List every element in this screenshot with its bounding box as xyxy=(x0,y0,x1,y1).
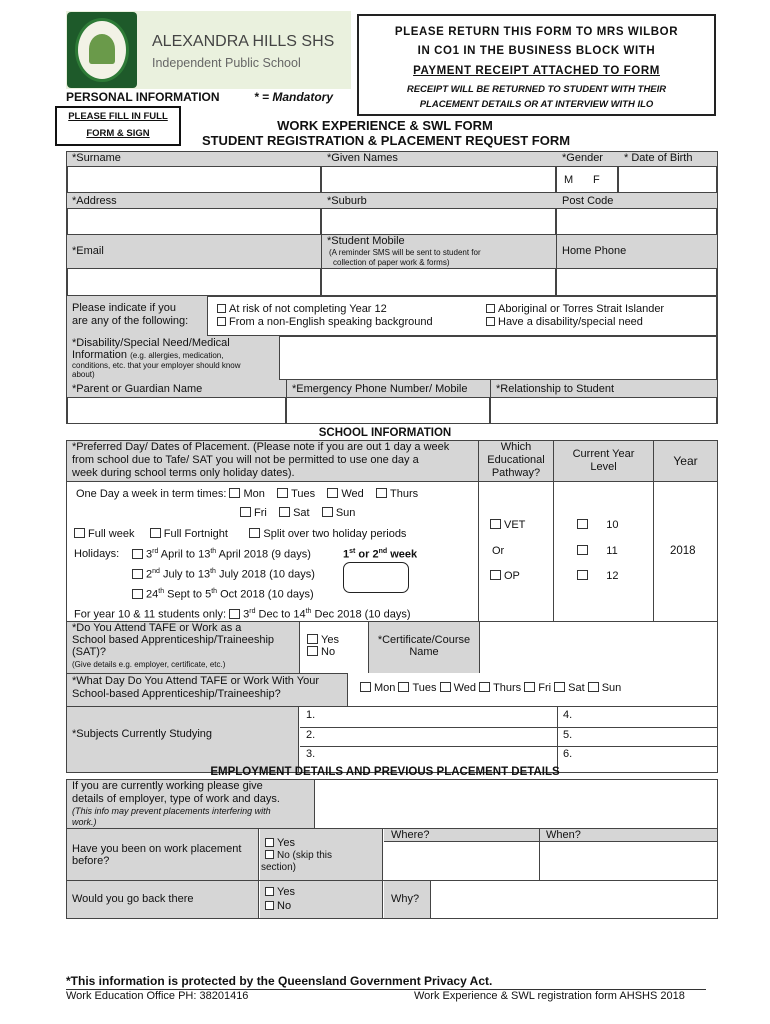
privacy-notice: *This information is protected by the Queensland Government Privacy Act. xyxy=(66,974,493,988)
pathway-or: Or xyxy=(492,545,505,557)
pathway-vet[interactable]: VET xyxy=(490,519,525,532)
parent-field[interactable] xyxy=(67,397,286,424)
mandatory-note: * = Mandatory xyxy=(254,90,334,104)
checkbox-icon[interactable] xyxy=(265,850,274,859)
go-back-label: Would you go back there xyxy=(72,893,194,905)
holidays-label: Holidays: xyxy=(74,548,120,560)
checkbox-icon[interactable] xyxy=(588,682,599,692)
option-at-risk[interactable]: At risk of not completing Year 12 xyxy=(217,303,387,316)
checkbox-icon[interactable] xyxy=(479,682,490,692)
school-subtitle: Independent Public School xyxy=(152,56,301,70)
where-field[interactable] xyxy=(384,843,539,880)
disability-label-3: conditions, etc. that your employer should know xyxy=(72,361,241,370)
subjects-label: *Subjects Currently Studying xyxy=(72,728,213,740)
indicate-options xyxy=(207,296,717,336)
given-names-field[interactable] xyxy=(321,166,556,193)
placement-no-note: section) xyxy=(261,862,297,873)
checkbox-icon[interactable] xyxy=(265,838,274,847)
fill-in-full-box xyxy=(55,106,181,146)
checkbox-icon[interactable] xyxy=(577,519,588,529)
emergency-label: *Emergency Phone Number/ Mobile xyxy=(292,383,468,395)
mobile-label: *Student Mobile xyxy=(327,235,405,247)
whatday-options: Mon Tues Wed Thurs Fri Sat Sun xyxy=(360,682,621,695)
tafe-label-2: School based Apprenticeship/Traineeship xyxy=(72,634,275,646)
subject-5[interactable]: 5. xyxy=(563,729,573,741)
form-title: WORK EXPERIENCE & SWL FORM xyxy=(277,118,493,133)
subject-3[interactable]: 3. xyxy=(306,748,316,760)
subject-2[interactable]: 2. xyxy=(306,729,316,741)
indicate-label-2: are any of the following: xyxy=(72,315,189,327)
mobile-note-2: collection of paper work & forms) xyxy=(333,258,450,267)
pathway-header-3: Pathway? xyxy=(491,467,541,479)
checkbox-icon[interactable] xyxy=(229,488,240,498)
return-line-3: PAYMENT RECEIPT ATTACHED TO FORM xyxy=(413,65,660,77)
emergency-field[interactable] xyxy=(286,397,490,424)
relationship-field[interactable] xyxy=(490,397,717,424)
why-label: Why? xyxy=(391,893,420,905)
checkbox-icon[interactable] xyxy=(524,682,535,692)
disability-label-4: about) xyxy=(72,370,95,379)
checkbox-icon[interactable] xyxy=(486,304,495,313)
year-10-11-option[interactable]: For year 10 & 11 students only: 3rd Dec to 14th Dec 2018 (10 days) xyxy=(74,608,411,621)
checkbox-icon[interactable] xyxy=(265,887,274,896)
gender-f[interactable]: F xyxy=(593,174,600,186)
current-year-header-2: Level xyxy=(590,461,617,473)
surname-label: *Surname xyxy=(72,152,121,164)
first-second-week-label: 1st or 2nd week xyxy=(343,548,418,561)
when-label: When? xyxy=(546,829,581,841)
suburb-field[interactable] xyxy=(321,208,556,235)
office-phone: Work Education Office PH: 38201416 xyxy=(66,990,249,1002)
relationship-label: *Relationship to Student xyxy=(496,383,615,395)
gender-field[interactable] xyxy=(556,166,618,193)
return-line-2: IN CO1 IN THE BUSINESS BLOCK WITH xyxy=(417,45,656,57)
tafe-label-4: (Give details e.g. employer, certificate, etc.) xyxy=(72,660,226,669)
email-label: *Email xyxy=(72,245,104,257)
checkbox-icon[interactable] xyxy=(307,646,318,656)
checkbox-icon[interactable] xyxy=(150,528,161,538)
when-field[interactable] xyxy=(540,843,717,880)
whatday-label-2: School-based Apprenticeship/Traineeship? xyxy=(72,688,281,700)
checkbox-icon[interactable] xyxy=(229,609,240,619)
checkbox-icon[interactable] xyxy=(249,528,260,538)
why-field[interactable] xyxy=(432,881,717,918)
home-phone-field[interactable] xyxy=(556,268,717,296)
school-info-heading: SCHOOL INFORMATION xyxy=(318,427,452,439)
form-subtitle: STUDENT REGISTRATION & PLACEMENT REQUEST FORM xyxy=(201,133,571,148)
pref-line-2: from school due to Tafe/ SAT you will not be permitted to use one day a xyxy=(72,454,419,466)
checkbox-icon[interactable] xyxy=(217,317,226,326)
gender-label: *Gender xyxy=(562,152,603,164)
return-instructions-box xyxy=(357,14,716,116)
whatday-label-1: *What Day Do You Attend TAFE or Work With Your xyxy=(72,675,320,687)
fill-line-1: PLEASE FILL IN FULL xyxy=(68,111,168,122)
go-back-no[interactable]: No xyxy=(265,900,291,913)
current-work-field[interactable] xyxy=(315,780,717,828)
checkbox-icon[interactable] xyxy=(398,682,409,692)
school-name: ALEXANDRA HILLS SHS xyxy=(152,33,335,50)
surname-field[interactable] xyxy=(67,166,321,193)
option-disability[interactable]: Have a disability/special need xyxy=(486,316,643,329)
mobile-note-1: (A reminder SMS will be sent to student for xyxy=(329,248,481,257)
pref-line-3: week during school terms only holiday dates). xyxy=(72,467,295,479)
home-phone-label: Home Phone xyxy=(562,245,627,257)
indicate-label-1: Please indicate if you xyxy=(72,302,176,314)
option-non-english[interactable]: From a non-English speaking background xyxy=(217,316,433,329)
checkbox-icon[interactable] xyxy=(327,488,338,498)
week-choice-field[interactable] xyxy=(343,562,409,593)
level-12[interactable]: 12 xyxy=(577,570,619,583)
email-field[interactable] xyxy=(67,268,321,296)
address-field[interactable] xyxy=(67,208,321,235)
postcode-field[interactable] xyxy=(556,208,717,235)
cert-field[interactable] xyxy=(480,621,717,673)
checkbox-icon[interactable] xyxy=(360,682,371,692)
checkbox-icon[interactable] xyxy=(486,317,495,326)
checkbox-icon[interactable] xyxy=(490,570,501,580)
pref-line-1: *Preferred Day/ Dates of Placement. (Please note if you are out 1 day a week xyxy=(72,441,450,453)
checkbox-icon[interactable] xyxy=(279,507,290,517)
checkbox-icon[interactable] xyxy=(132,549,143,559)
checkbox-icon[interactable] xyxy=(322,507,333,517)
checkbox-icon[interactable] xyxy=(132,589,143,599)
checkbox-icon[interactable] xyxy=(132,569,143,579)
placement-no[interactable]: No (skip this xyxy=(265,850,332,862)
holiday-option-1[interactable]: 3rd April to 13th April 2018 (9 days) xyxy=(132,548,311,561)
return-line-1: PLEASE RETURN THIS FORM TO MRS WILBOR xyxy=(394,26,679,38)
checkbox-icon[interactable] xyxy=(277,488,288,498)
current-work-3: (This info may prevent placements interfering with xyxy=(72,806,271,816)
tafe-yes[interactable]: Yes xyxy=(307,634,339,647)
checkbox-icon[interactable] xyxy=(577,570,588,580)
level-10[interactable]: 10 xyxy=(577,519,619,532)
period-row: Full week Full Fortnight Split over two holiday periods xyxy=(74,528,406,541)
been-on-placement-1: Have you been on work placement xyxy=(72,843,242,855)
address-label: *Address xyxy=(72,195,117,207)
current-year-header-1: Current Year xyxy=(572,448,635,460)
level-11[interactable]: 11 xyxy=(577,545,618,558)
dob-label: * Date of Birth xyxy=(624,152,693,164)
disability-field[interactable] xyxy=(279,336,717,380)
checkbox-icon[interactable] xyxy=(577,545,588,555)
subject-4[interactable]: 4. xyxy=(563,709,573,721)
postcode-label: Post Code xyxy=(562,195,614,207)
checkbox-icon[interactable] xyxy=(307,634,318,644)
weekend-row: Fri Sat Sun xyxy=(240,507,355,520)
holiday-option-2[interactable]: 2nd July to 13th July 2018 (10 days) xyxy=(132,568,315,581)
pathway-header-2: Educational xyxy=(487,454,545,466)
option-aboriginal[interactable]: Aboriginal or Torres Strait Islander xyxy=(486,303,664,316)
receipt-line-2: PLACEMENT DETAILS OR AT INTERVIEW WITH ILO xyxy=(419,99,654,110)
checkbox-icon[interactable] xyxy=(490,519,501,529)
go-back-yes[interactable]: Yes xyxy=(265,886,295,899)
year-value: 2018 xyxy=(670,545,696,557)
checkbox-icon[interactable] xyxy=(240,507,251,517)
form-name-footer: Work Experience & SWL registration form AHSHS 2018 xyxy=(414,990,685,1002)
dob-field[interactable] xyxy=(618,166,717,193)
current-work-1: If you are currently working please give xyxy=(72,780,263,792)
placement-yes[interactable]: Yes xyxy=(265,837,295,850)
checkbox-icon[interactable] xyxy=(217,304,226,313)
pathway-header-1: Which xyxy=(500,441,532,453)
one-day-row: One Day a week in term times: Mon Tues Wed Thurs xyxy=(76,488,419,500)
suburb-label: *Suburb xyxy=(327,195,367,207)
cert-label-1: *Certificate/Course xyxy=(377,634,471,646)
gender-m[interactable]: M xyxy=(564,174,574,186)
checkbox-icon[interactable] xyxy=(554,682,565,692)
checkbox-icon[interactable] xyxy=(376,488,387,498)
disability-label-1: *Disability/Special Need/Medical xyxy=(72,337,230,349)
subject-6[interactable]: 6. xyxy=(563,748,573,760)
pathway-op[interactable]: OP xyxy=(490,570,520,583)
year-header: Year xyxy=(673,454,698,468)
where-label: Where? xyxy=(391,829,430,841)
disability-label-2: Information (e.g. allergies, medication, xyxy=(72,349,224,361)
school-crest-icon xyxy=(67,12,137,88)
checkbox-icon[interactable] xyxy=(265,901,274,910)
checkbox-icon[interactable] xyxy=(74,528,85,538)
parent-label: *Parent or Guardian Name xyxy=(72,383,203,395)
subject-1[interactable]: 1. xyxy=(306,709,316,721)
receipt-line-1: RECEIPT WILL BE RETURNED TO STUDENT WITH THEIR xyxy=(406,84,667,95)
tafe-label-3: (SAT)? xyxy=(72,646,107,658)
cert-label-2: Name xyxy=(409,646,439,658)
current-work-4: work.) xyxy=(72,817,97,827)
tafe-no[interactable]: No xyxy=(307,646,335,659)
school-logo-banner xyxy=(66,11,351,89)
current-work-2: details of employer, type of work and days. xyxy=(72,793,280,805)
mobile-field[interactable] xyxy=(321,268,556,296)
personal-info-heading: PERSONAL INFORMATION xyxy=(66,90,220,104)
employment-heading: EMPLOYMENT DETAILS AND PREVIOUS PLACEMENT DETAILS xyxy=(210,766,560,778)
tafe-label-1: *Do You Attend TAFE or Work as a xyxy=(72,622,242,634)
fill-line-2: FORM & SIGN xyxy=(86,128,150,139)
checkbox-icon[interactable] xyxy=(440,682,451,692)
holiday-option-3[interactable]: 24th Sept to 5th Oct 2018 (10 days) xyxy=(132,588,314,601)
given-names-label: *Given Names xyxy=(327,152,398,164)
been-on-placement-2: before? xyxy=(72,855,110,867)
